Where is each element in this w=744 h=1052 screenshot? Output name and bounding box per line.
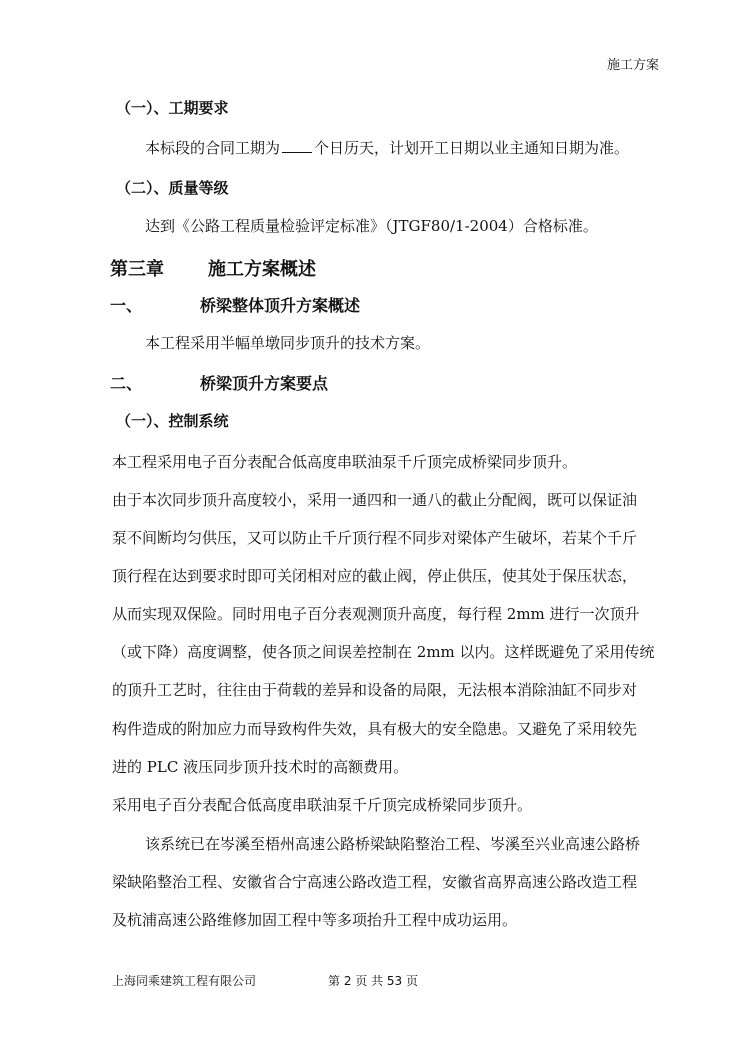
chapter-number: 第三章 <box>110 259 164 280</box>
section-heading-schedule: （一）、工期要求 <box>116 99 229 117</box>
body-line: 进的 PLC 液压同步顶升技术时的高额费用。 <box>112 758 409 776</box>
body-line: 顶行程在达到要求时即可关闭相对应的截止阀，停止供压，使其处于保压状态， <box>112 567 638 585</box>
body-line: 由于本次同步顶升高度较小，采用一通四和一通八的截止分配阀，既可以保证油 <box>112 491 638 509</box>
schedule-paragraph <box>145 137 629 158</box>
body-line: 从而实现双保险。同时用电子百分表观测顶升高度，每行程 2mm 进行一次顶升 <box>112 605 640 623</box>
blank-underline <box>282 140 312 153</box>
section-heading-quality: （二）、质量等级 <box>116 179 229 197</box>
heading-2-number: 二、 <box>110 374 143 393</box>
heading-1-number: 一、 <box>110 296 143 315</box>
body-line: 本工程采用电子百分表配合低高度串联油泵千斤顶完成桥梁同步顶升。 <box>112 453 578 471</box>
application-line: 及杭浦高速公路维修加固工程中等多项抬升工程中成功运用。 <box>112 911 518 929</box>
application-line: 该系统已在岑溪至梧州高速公路桥梁缺陷整治工程、岑溪至兴业高速公路桥 <box>145 835 641 853</box>
heading-1-title: 桥梁整体顶升方案概述 <box>200 296 361 315</box>
body-line: 的顶升工艺时，往往由于荷载的差异和设备的局限，无法根本消除油缸不同步对 <box>112 681 638 699</box>
body-line: 泵不间断均匀供压，又可以防止千斤顶行程不同步对梁体产生破坏，若某个千斤 <box>112 529 638 547</box>
overview-paragraph: 本工程采用半幅单墩同步顶升的技术方案。 <box>145 334 431 352</box>
quality-paragraph: 达到《公路工程质量检验评定标准》（JTGF80/1-2004）合格标准。 <box>145 217 598 235</box>
running-header: 施工方案 <box>606 58 659 73</box>
application-line: 梁缺陷整治工程、安徽省合宁高速公路改造工程，安徽省高界高速公路改造工程 <box>112 873 638 891</box>
schedule-text-after: 个日历天，计划开工日期以业主通知日期为准。 <box>314 139 630 157</box>
section-heading-control: （一）、控制系统 <box>116 412 229 430</box>
chapter-title: 施工方案概述 <box>208 259 316 280</box>
heading-2-title: 桥梁顶升方案要点 <box>200 374 329 393</box>
footer-company: 上海同乘建筑工程有限公司 <box>112 974 257 988</box>
body-line: （或下降）高度调整，使各顶之间误差控制在 2mm 以内。这样既避免了采用传统 <box>112 643 655 661</box>
body-line: 采用电子百分表配合低高度串联油泵千斤顶完成桥梁同步顶升。 <box>112 796 533 814</box>
schedule-text-before: 本标段的合同工期为 <box>145 139 281 157</box>
body-line: 构件造成的附加应力而导致构件失效，具有极大的安全隐患。又避免了采用较先 <box>112 720 638 738</box>
footer-page-number: 第 2 页 共 53 页 <box>328 974 418 988</box>
